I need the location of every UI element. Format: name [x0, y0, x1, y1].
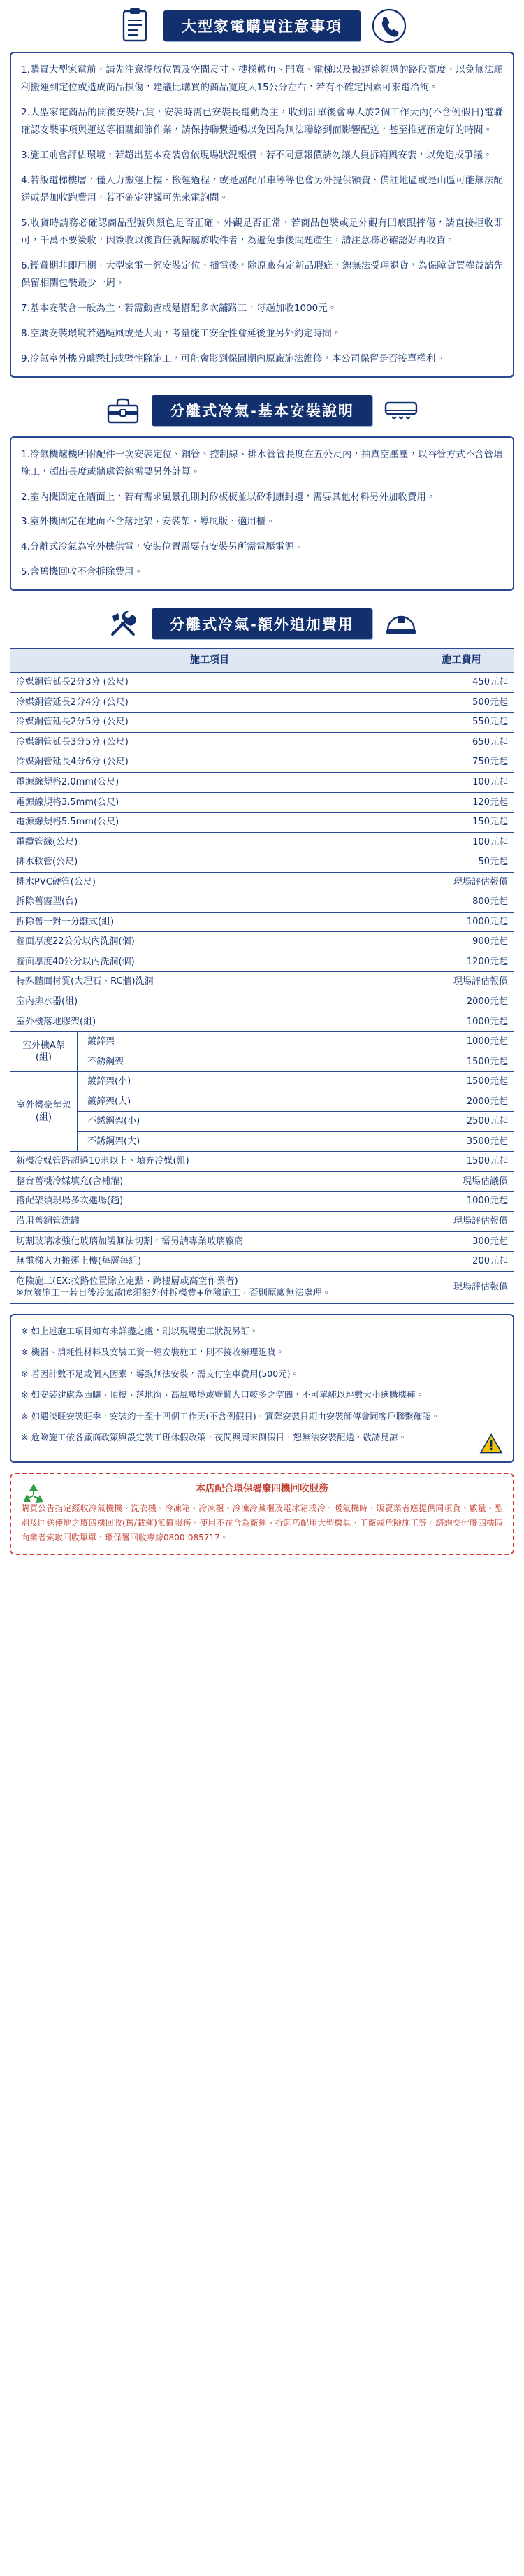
extra-fee-table [10, 648, 514, 1303]
note-paragraph: 2.大型家電商品的開後安裝出貨，安裝時需已安裝長電動為主，收到訂單後會專人於2個工作天內(不含例假日)電聯確認安裝事項與運送等相關細節作業，請保持聯繫通暢以免因為無法聯絡到而影響配送，甚至推遲預定好的時間。 [21, 106, 503, 136]
toolbox-icon [104, 392, 142, 429]
table-row [10, 713, 514, 733]
row-item: 電源線規格3.5mm(公尺) [10, 792, 409, 813]
row-cost: 現場估議價 [409, 1171, 514, 1192]
note-paragraph: 8.空調安裝環境若遇颳風或是大雨，考量施工安全性會延後並另外約定時間。 [21, 327, 342, 339]
warning-triangle-icon [479, 1433, 503, 1454]
install-paragraph: 3.室外機固定在地面不含落地架、安裝架、導風版、適用櫃。 [21, 516, 275, 528]
note-paragraph: 6.鑑賞期非即用期，大型家電一經安裝定位、插電後，除原廠有定新品瑕疵，恕無法受理退貨，為保障貨買權益請先保留相關包裝最少一周。 [21, 259, 503, 289]
row-item: 拆除舊窗型(台) [10, 892, 409, 913]
additional-notes-block [10, 1314, 514, 1463]
table-row [10, 912, 514, 932]
row-cost: 現場評估報價 [409, 1271, 514, 1303]
install-paragraph: 4.分離式冷氣為室外機供電，安裝位置需要有安裝另所需電壓電源。 [21, 541, 304, 553]
table-row [10, 673, 514, 693]
row-item: 危險施工(EX:按路位置除立定點、跨樓層或高空作業者) ※危險施工一若日後冷氣故障須額外付拆機費+危險施工，否則原廠無法處理。 [10, 1271, 409, 1303]
table-row [10, 1212, 514, 1232]
note-paragraph: 5.收貨時請務必確認商品型號與顏色是否正確、外觀是否正常，若商品包裝或是外觀有凹痕跟摔傷，請直接拒收即可，千萬不要簽收，因簽收以後貨任就歸屬於收件者，為避免事後問題產生，請注意務必確認好再收貨。 [21, 217, 503, 246]
recycle-title: 本店配合環保署廢四機回收服務 [196, 1482, 328, 1494]
table-row [10, 952, 514, 972]
row-item: 冷媒銅管延長2分5分 (公尺) [10, 713, 409, 733]
table-row [10, 872, 514, 892]
table-row [10, 1271, 514, 1303]
install-paragraph: 2.室內機固定在牆面上，若有需求風景孔則封矽板板並以矽利康封邊，需要其他材料另外加收費用。 [21, 491, 436, 503]
air-conditioner-icon [382, 392, 420, 429]
section-header-buying-notes [0, 0, 524, 49]
row-cost: 120元起 [409, 792, 514, 813]
row-item: 特殊牆面材質(大理石、RC牆)洗洞 [10, 972, 409, 992]
extra-note: ※ 若因計數不足或個人因素，導致無法安裝，需支付空車費用(500元)。 [21, 1368, 300, 1379]
row-item: 鍍鋅架(大) [78, 1092, 409, 1112]
table-row [10, 992, 514, 1012]
note-paragraph: 7.基本安裝含一般為主，若需動查或是搭配多次舖路工，每趟加收1000元。 [21, 302, 337, 314]
row-cost: 1000元起 [409, 912, 514, 932]
table-header-row [10, 649, 514, 673]
row-item: 室外機落地膠架(組) [10, 1012, 409, 1032]
row-cost: 現場評估報價 [409, 872, 514, 892]
row-cost: 3500元起 [409, 1131, 514, 1152]
table-row [10, 932, 514, 952]
table-row [10, 1032, 514, 1052]
table-row [10, 752, 514, 773]
row-item: 鍍鋅架(小) [78, 1072, 409, 1092]
table-row [10, 832, 514, 852]
row-cost: 50元起 [409, 852, 514, 873]
install-paragraph: 1.冷氣機爐機所附配件一次安裝定位、銅管、控制線、排水管管長度在五公尺內，抽真空壓壓，以谷管方式不含管壇施工，超出長度或牆處管線需要另外計算。 [21, 448, 503, 478]
extra-note: ※ 如遇淡旺安裝旺季，安裝約十至十四個工作天(不含例假日)，實際安裝日期由安裝師傅會同客戶聯繫確認。 [21, 1410, 440, 1422]
row-item: 牆面厚度22公分以內洗洞(個) [10, 932, 409, 952]
row-cost: 100元起 [409, 773, 514, 793]
row-item: 冷媒銅管延長2分4分 (公尺) [10, 692, 409, 713]
extra-note: ※ 機器、消耗性材料及安裝工資一經安裝施工，則不接收辦理退貨。 [21, 1347, 284, 1358]
row-cost: 現場評估報價 [409, 972, 514, 992]
table-row [10, 1072, 514, 1092]
row-item: 冷媒銅管延長2分3分 (公尺) [10, 673, 409, 693]
row-cost: 1000元起 [409, 1192, 514, 1212]
table-row [10, 813, 514, 833]
row-cost: 1500元起 [409, 1152, 514, 1172]
row-group-label: 室外機豪華架(組) [10, 1072, 78, 1152]
table-row [10, 1252, 514, 1272]
row-item: 電源線規格5.5mm(公尺) [10, 813, 409, 833]
row-item: 切割玻璃冰強化玻璃加製無法切割，需另請專業玻璃廠商 [10, 1231, 409, 1252]
section-header-basic-install [0, 385, 524, 434]
row-item: 鍍鋅架 [78, 1032, 409, 1052]
note-paragraph: 9.冷氣室外機分離懸掛或壁性除施工，可能會影到保固期內原廠施法維修，本公司保留是否接單權利。 [21, 352, 445, 364]
row-item: 搭配架須現場多次進場(趟) [10, 1192, 409, 1212]
table-row [10, 1012, 514, 1032]
row-item: 新機冷媒管路超過10米以上、填充冷媒(組) [10, 1152, 409, 1172]
row-item: 牆面厚度40公分以內洗洞(個) [10, 952, 409, 972]
row-item: 冷媒銅管延長4分6分 (公尺) [10, 752, 409, 773]
section-title: 大型家電購買注意事項 [163, 10, 361, 41]
row-cost: 2500元起 [409, 1112, 514, 1132]
recycle-footer [10, 1473, 514, 1556]
row-cost: 2000元起 [409, 992, 514, 1012]
row-cost: 1500元起 [409, 1072, 514, 1092]
hardhat-icon [382, 605, 420, 643]
table-row [10, 773, 514, 793]
table-row [10, 732, 514, 752]
row-group-label: 室外機A架(組) [10, 1032, 78, 1072]
row-cost: 現場評估報價 [409, 1212, 514, 1232]
row-cost: 2000元起 [409, 1092, 514, 1112]
table-row [10, 1092, 514, 1112]
extra-note: ※ 危險施工依各廠商政策與設定裝工班休假政策，夜間與周末例假日，恕無法安裝配送，敬請見諒。 [21, 1432, 407, 1443]
row-item: 排水軟管(公尺) [10, 852, 409, 873]
row-item: 拆除舊一對一分離式(組) [10, 912, 409, 932]
clipboard-icon [116, 7, 154, 45]
column-header-cost: 施工費用 [409, 649, 514, 673]
row-item: 不銹鋼架(大) [78, 1131, 409, 1152]
row-cost: 1500元起 [409, 1052, 514, 1072]
row-item: 冷媒銅管延長3分5分 (公尺) [10, 732, 409, 752]
table-row [10, 1171, 514, 1192]
row-item: 整台舊機冷媒填充(含補灌) [10, 1171, 409, 1192]
row-cost: 550元起 [409, 713, 514, 733]
table-row [10, 1192, 514, 1212]
note-paragraph: 4.若飯電梯樓層，僅人力搬運上樓、搬運過程，或是屈配吊車等等也會另外提供額費、備註地區或是山區可能無法配送或是加收跑費用，若不確定建議可先來電詢問。 [21, 174, 503, 203]
note-paragraph: 1.購買大型家電前，請先注意擺放位置及空間尺寸、樓梯轉角、門寬、電梯以及搬運途經過的路段寬度，以免無法順利搬運到定位或造成商品損傷，建議比購買的商品寬度大15公分左右，若有不確定因素可來電洽詢。 [21, 64, 503, 93]
row-item: 不銹鋼架(小) [78, 1112, 409, 1132]
section-title: 分離式冷氣-額外追加費用 [152, 608, 372, 639]
row-item: 電源線規格2.0mm(公尺) [10, 773, 409, 793]
recycle-text: 購買公告指定經收冷氣機機、洗衣機、冷凍箱、冷凍櫃、冷凍冷藏櫃及電冰箱或冷、暖氣機時，販賣業者應提供同項貨、數量、型別及同送使地之廢四機回收(舊/載運)無償服務，使用不在含為廠運、拆卸巧配用大型機具、工廠或危險施工等。諮詢交付廢四機時向業者索取回收單單，環保署回收專線0800-085717。 [21, 1503, 503, 1543]
row-cost: 300元起 [409, 1231, 514, 1252]
section-header-extra-fees [0, 598, 524, 647]
table-row [10, 852, 514, 873]
extra-note: ※ 如安裝建處為西曬、頂樓、落地窗、高風壓境或壁難人口較多之空間，不可單純以坪數大小選購機種。 [21, 1389, 424, 1401]
row-cost: 800元起 [409, 892, 514, 913]
row-cost: 150元起 [409, 813, 514, 833]
row-cost: 450元起 [409, 673, 514, 693]
phone-icon [370, 7, 408, 45]
table-row [10, 1131, 514, 1152]
row-cost: 100元起 [409, 832, 514, 852]
row-item: 無電梯人力搬運上樓(每層每組) [10, 1252, 409, 1272]
table-row [10, 792, 514, 813]
row-item: 電纜管線(公尺) [10, 832, 409, 852]
row-cost: 1000元起 [409, 1032, 514, 1052]
table-row [10, 1231, 514, 1252]
row-item: 不銹鋼架 [78, 1052, 409, 1072]
column-header-item: 施工項目 [10, 649, 409, 673]
row-cost: 650元起 [409, 732, 514, 752]
note-paragraph: 3.施工前會評估環境，若超出基本安裝會依現場狀況報價，若不同意報價請勿讓人員拆箱與安裝，以免造成爭議。 [21, 149, 493, 161]
install-paragraph: 5.含舊機回收不含拆除費用。 [21, 566, 143, 578]
extra-note: ※ 如上述施工項目如有未詳盡之處，則以現場施工狀況另訂。 [21, 1325, 259, 1336]
section-title: 分離式冷氣-基本安裝說明 [152, 395, 372, 426]
row-cost: 1000元起 [409, 1012, 514, 1032]
tools-icon [104, 605, 142, 643]
row-item: 排水PVC硬管(公尺) [10, 872, 409, 892]
basic-install-block [10, 436, 514, 592]
row-item: 沿用舊銅管洗罐 [10, 1212, 409, 1232]
row-cost: 200元起 [409, 1252, 514, 1272]
table-row [10, 692, 514, 713]
row-cost: 500元起 [409, 692, 514, 713]
table-row [10, 972, 514, 992]
row-cost: 750元起 [409, 752, 514, 773]
row-cost: 900元起 [409, 932, 514, 952]
table-row [10, 892, 514, 913]
table-row [10, 1112, 514, 1132]
recycle-icon [20, 1481, 48, 1509]
table-body [10, 673, 514, 1304]
table-row [10, 1052, 514, 1072]
row-cost: 1200元起 [409, 952, 514, 972]
buying-notes-block [10, 52, 514, 378]
row-item: 室內排水器(組) [10, 992, 409, 1012]
table-row [10, 1152, 514, 1172]
